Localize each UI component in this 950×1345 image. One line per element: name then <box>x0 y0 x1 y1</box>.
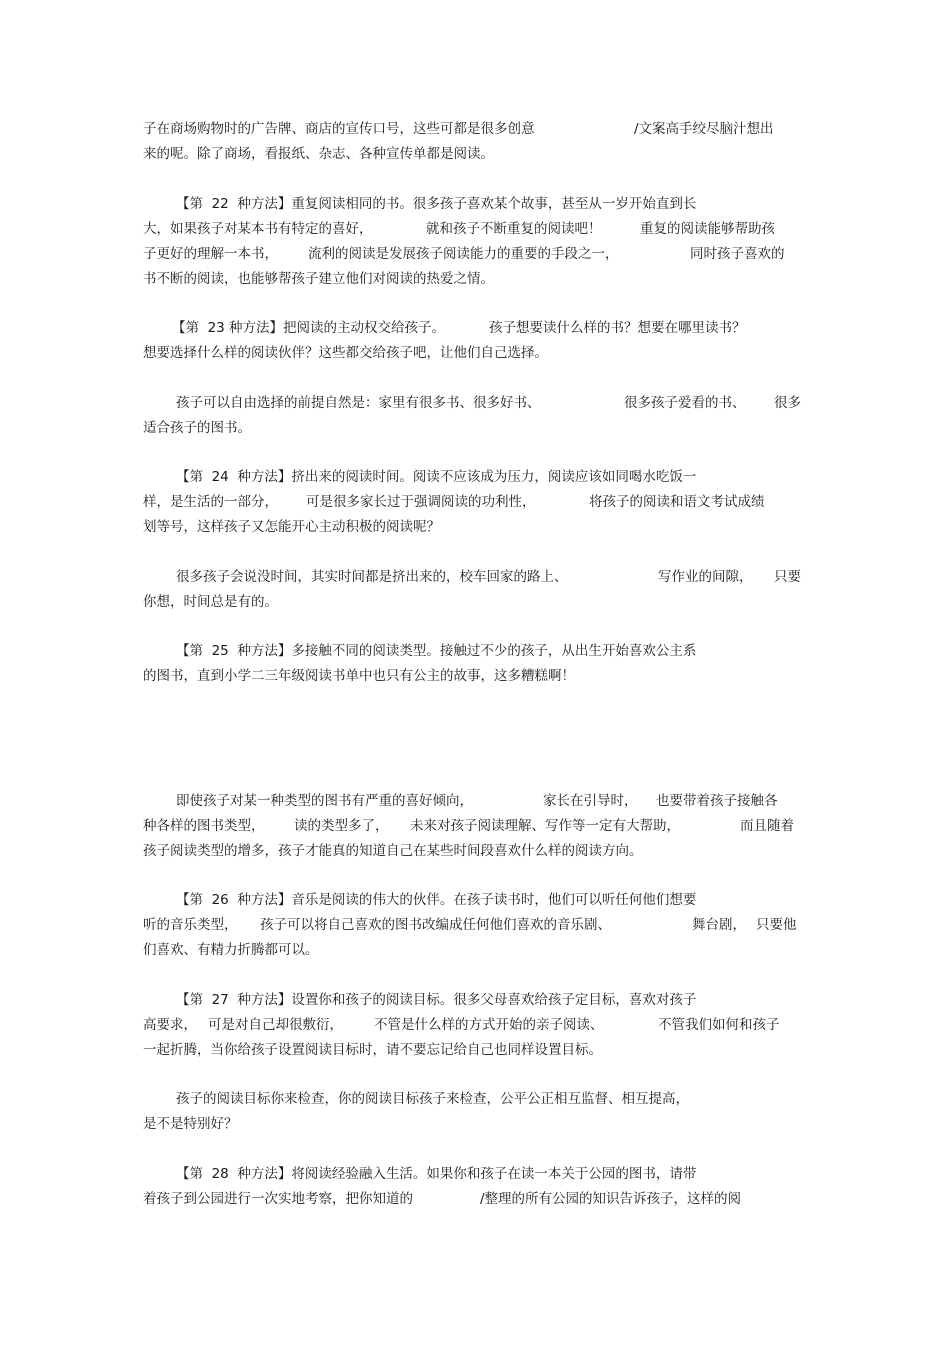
text-line <box>0 840 643 862</box>
text-segment: 将孩子的阅读和语文考试成绩 <box>589 494 765 510</box>
text-segment: 子更好的理解一本书， <box>143 246 278 262</box>
text-line <box>0 591 278 613</box>
text-segment: 舞台剧， <box>692 917 746 933</box>
text-segment: 书不断的阅读，也能够帮孩子建立他们对阅读的热爱之情。 <box>143 271 494 287</box>
text-segment: 孩子可以将自己喜欢的图书改编成任何他们喜欢的音乐剧、 <box>260 917 611 933</box>
text-line <box>0 243 785 265</box>
text-line <box>0 1088 689 1110</box>
text-line <box>0 466 697 488</box>
text-line <box>0 640 697 662</box>
text-segment: 流利的阅读是发展孩子阅读能力的重要的手段之一， <box>308 246 619 262</box>
text-segment: 【第 25 种方法】多接触不同的阅读类型。接触过不少的孩子，从出生开始喜欢公主系 <box>176 643 697 659</box>
text-segment: 的图书，直到小学二三年级阅读书单中也只有公主的故事，这多糟糕啊！ <box>143 668 575 684</box>
text-line <box>0 516 440 538</box>
text-segment: 孩子可以自由选择的前提自然是：家里有很多书、很多好书、 <box>176 395 541 411</box>
text-line <box>0 417 251 439</box>
text-segment: 很多 <box>774 395 801 411</box>
text-line <box>0 889 697 911</box>
text-segment: 子在商场购物时的广告牌、商店的宣传口号，这些可都是很多创意 <box>143 121 535 137</box>
text-segment: 重复的阅读能够帮助孩 <box>640 221 775 237</box>
text-segment: 孩子阅读类型的增多，孩子才能真的知道自己在某些时间段喜欢什么样的阅读方向。 <box>143 843 643 859</box>
text-segment: 着孩子到公园进行一次实地考察，把你知道的 <box>143 1191 413 1207</box>
text-segment: 一起折腾，当你给孩子设置阅读目标时，请不要忘记给自己也同样设置目标。 <box>143 1042 602 1058</box>
text-segment: 大，如果孩子对某本书有特定的喜好， <box>143 221 373 237</box>
text-line <box>0 392 801 414</box>
text-line <box>0 1039 602 1061</box>
text-segment: 也要带着孩子接触各 <box>656 793 778 809</box>
text-segment: 很多孩子会说没时间，其实时间都是挤出来的，校车回家的路上、 <box>176 569 568 585</box>
text-segment: 【第 27 种方法】设置你和孩子的阅读目标。很多父母喜欢给孩子定目标，喜欢对孩子 <box>176 992 697 1008</box>
text-line <box>0 1163 697 1185</box>
text-segment: 同时孩子喜欢的 <box>690 246 785 262</box>
text-line <box>0 193 697 215</box>
text-segment: 写作业的间隙， <box>658 569 753 585</box>
text-segment: 就和孩子不断重复的阅读吧！ <box>426 221 602 237</box>
text-line <box>0 1188 742 1210</box>
text-segment: 【第 23 种方法】把阅读的主动权交给孩子。 <box>172 320 446 336</box>
text-segment: /文案高手绞尽脑汁想出 <box>634 121 774 137</box>
text-line <box>0 118 774 140</box>
text-line <box>0 342 548 364</box>
text-segment: /整理的所有公园的知识告诉孩子，这样的阅 <box>480 1191 742 1207</box>
text-line <box>0 1014 780 1036</box>
text-line <box>0 939 319 961</box>
text-segment: 样，是生活的一部分， <box>143 494 278 510</box>
text-segment: 适合孩子的图书。 <box>143 420 251 436</box>
text-line <box>0 914 797 936</box>
text-segment: 孩子的阅读目标你来检查，你的阅读目标孩子来检查，公平公正相互监督、相互提高， <box>176 1091 689 1107</box>
text-segment: 们喜欢、有精力折腾都可以。 <box>143 942 319 958</box>
text-line <box>0 218 775 240</box>
text-segment: 想要选择什么样的阅读伙伴？这些都交给孩子吧，让他们自己选择。 <box>143 345 548 361</box>
text-segment: 可是很多家长过于强调阅读的功利性， <box>306 494 536 510</box>
text-line <box>0 989 697 1011</box>
text-segment: 来的呢。除了商场，看报纸、杂志、各种宣传单都是阅读。 <box>143 146 494 162</box>
text-line <box>0 491 765 513</box>
text-segment: 孩子想要读什么样的书？想要在哪里读书？ <box>489 320 746 336</box>
text-segment: 而且随着 <box>740 818 794 834</box>
text-segment: 可是对自己却很敷衍， <box>208 1017 343 1033</box>
text-segment: 读的类型多了， <box>294 818 389 834</box>
text-segment: 很多孩子爱看的书、 <box>624 395 746 411</box>
text-segment: 是不是特别好？ <box>143 1116 238 1132</box>
text-segment: 只要他 <box>756 917 797 933</box>
text-line <box>0 1113 238 1135</box>
text-segment: 家长在引导时， <box>543 793 638 809</box>
text-segment: 种各样的图书类型， <box>143 818 265 834</box>
text-segment: 未来对孩子阅读理解、写作等一定有大帮助， <box>410 818 680 834</box>
text-segment: 高要求， <box>143 1017 197 1033</box>
text-segment: 【第 24 种方法】挤出来的阅读时间。阅读不应该成为压力，阅读应该如同喝水吃饭一 <box>176 469 697 485</box>
text-segment: 听的音乐类型， <box>143 917 238 933</box>
text-line <box>0 268 494 290</box>
text-segment: 【第 26 种方法】音乐是阅读的伟大的伙伴。在孩子读书时，他们可以听任何他们想要 <box>176 892 697 908</box>
text-line <box>0 790 778 812</box>
text-segment: 即使孩子对某一种类型的图书有严重的喜好倾向， <box>176 793 473 809</box>
text-segment: 【第 28 种方法】将阅读经验融入生活。如果你和孩子在读一本关于公园的图书，请带 <box>176 1166 697 1182</box>
text-segment: 不管是什么样的方式开始的亲子阅读、 <box>374 1017 604 1033</box>
text-segment: 不管我们如何和孩子 <box>658 1017 780 1033</box>
text-line <box>0 143 494 165</box>
text-line <box>0 665 575 687</box>
text-line <box>0 317 746 339</box>
text-line <box>0 815 794 837</box>
text-segment: 【第 22 种方法】重复阅读相同的书。很多孩子喜欢某个故事，甚至从一岁开始直到长 <box>176 196 697 212</box>
text-segment: 只要 <box>774 569 801 585</box>
text-line <box>0 566 801 588</box>
text-segment: 划等号，这样孩子又怎能开心主动积极的阅读呢？ <box>143 519 440 535</box>
text-segment: 你想，时间总是有的。 <box>143 594 278 610</box>
